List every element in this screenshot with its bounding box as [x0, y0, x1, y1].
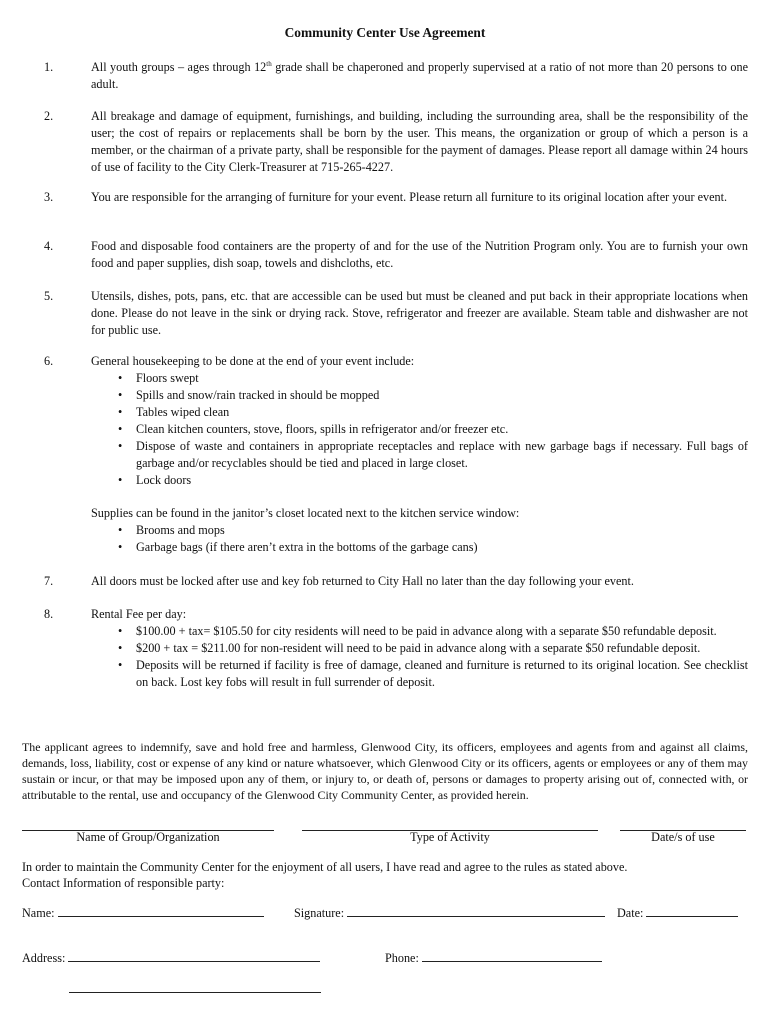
- phone-field: [385, 949, 602, 967]
- housekeeping-intro: General housekeeping to be done at the end of your event include:: [91, 354, 415, 368]
- item-number: 8.: [44, 607, 54, 621]
- activity-type-label: Type of Activity: [410, 830, 490, 844]
- item-text: All youth groups – ages through 12th grade shall be chaperoned and properly supervised at a ratio of not more than 20 persons to one adult.: [91, 59, 748, 91]
- list-item: • Tables wiped clean: [136, 404, 748, 421]
- item-text: Utensils, dishes, pots, pans, etc. that are accessible can be used but must be cleaned and put back in their appropriate locations when done. Please do not leave in the sink or drying rack. Stove, refrigerator and freezer are available. Steam table and dishwasher are not for public use.: [91, 289, 748, 337]
- rule-item-1: [44, 59, 748, 93]
- rule-item-5: [44, 288, 748, 339]
- item-number: 5.: [44, 289, 54, 303]
- item-text: You are responsible for the arranging of furniture for your event. Please return all furniture to its original location after your event.: [91, 190, 728, 204]
- name-label: Name:: [22, 906, 55, 920]
- group-name-label: Name of Group/Organization: [76, 830, 220, 844]
- rule-item-2: [44, 108, 748, 176]
- signature-input-line[interactable]: [347, 904, 605, 917]
- phone-label: Phone:: [385, 951, 419, 965]
- date-field: [617, 904, 738, 922]
- item-text: All breakage and damage of equipment, furnishings, and building, including the surrounding area, shall be the responsibility of the user; the cost of repairs or replacements shall be born by the user. This means, the organization or group of which a person is a member, or the chairman of a private party, shall be responsible for the payment of damages. Please report all damage within 24 hours of use of facility to the City Clerk-Treasurer at 715-265-4227.: [91, 109, 748, 174]
- item-text: [91, 606, 748, 691]
- item-number: 1.: [44, 60, 54, 74]
- document-title: Community Center Use Agreement: [284, 25, 486, 40]
- supplies-intro: Supplies can be found in the janitor’s closet located next to the kitchen service window:: [91, 506, 520, 520]
- list-item: • Garbage bags (if there aren’t extra in the bottoms of the garbage cans): [136, 539, 748, 556]
- ordinal-superscript: th: [266, 59, 272, 68]
- date-input-line[interactable]: [646, 904, 738, 917]
- rule-item-3: [44, 189, 748, 206]
- signature-label: Signature:: [294, 906, 345, 920]
- item-number: 7.: [44, 574, 54, 588]
- item-number: 2.: [44, 109, 54, 123]
- housekeeping-list: [91, 370, 748, 489]
- list-item: • Spills and snow/rain tracked in should be mopped: [136, 387, 748, 404]
- signature-field: [294, 904, 605, 922]
- item-text: [91, 353, 748, 556]
- address-second-line[interactable]: [69, 980, 321, 993]
- list-item: • Brooms and mops: [136, 522, 748, 539]
- list-item: • Clean kitchen counters, stove, floors, spills in refrigerator and/or freezer etc.: [136, 421, 748, 438]
- contact-info-heading: Contact Information of responsible party:: [22, 876, 225, 890]
- list-item: • $200 + tax = $211.00 for non-resident will need to be paid in advance along with a separate $50 refundable deposit.: [136, 640, 748, 657]
- rental-fee-intro: Rental Fee per day:: [91, 607, 187, 621]
- supplies-list: [91, 522, 748, 556]
- address-field: [22, 949, 320, 967]
- item-text: All doors must be locked after use and key fob returned to City Hall no later than the day following your event.: [91, 574, 634, 588]
- list-item: • Floors swept: [136, 370, 748, 387]
- item-number: 6.: [44, 354, 54, 368]
- name-field: [22, 904, 264, 922]
- phone-input-line[interactable]: [422, 949, 602, 962]
- list-item: • $100.00 + tax= $105.50 for city residents will need to be paid in advance along with a separate $50 refundable deposit.: [136, 623, 748, 640]
- address-label: Address:: [22, 951, 66, 965]
- rule-item-6: [44, 353, 748, 556]
- list-item: • Lock doors: [136, 472, 748, 489]
- indemnification-paragraph: The applicant agrees to indemnify, save and hold free and harmless, Glenwood City, its officers, employees and agents from and against all claims, demands, loss, liability, cost or expense of any kind or nature whatsoever, which Glenwood City or its officers, agents or employees or any of them may sustain or incur, or that may be imposed upon any of them, or injury to, or death of, persons or damages to property arising out of, connected with, or attributable to the rental, use and occupancy of the Glenwood City Community Center, as provided herein.: [22, 740, 748, 802]
- list-item: • Dispose of waste and containers in appropriate receptacles and replace with new garbage bags if necessary. Full bags of garbage and/or recyclables should be tied and placed in large closet.: [136, 438, 748, 472]
- name-input-line[interactable]: [58, 904, 264, 917]
- address-input-line[interactable]: [68, 949, 320, 962]
- rule-item-7: [44, 573, 748, 590]
- list-item: • Deposits will be returned if facility is free of damage, cleaned and furniture is returned to its original location. See checklist on back. Lost key fobs will result in full surrender of deposit.: [136, 657, 748, 691]
- item-text: Food and disposable food containers are the property of and for the use of the Nutrition Program only. You are to furnish your own food and paper supplies, dish soap, towels and dishcloths, etc.: [91, 239, 748, 270]
- rule-item-4: [44, 238, 748, 272]
- rental-fee-list: [91, 623, 748, 691]
- rule-item-8: [44, 606, 748, 691]
- item-number: 3.: [44, 190, 54, 204]
- item-number: 4.: [44, 239, 54, 253]
- date-label: Date:: [617, 906, 644, 920]
- agreement-statement: In order to maintain the Community Center for the enjoyment of all users, I have read and agree to the rules as stated above.: [22, 860, 628, 874]
- dates-of-use-label: Date/s of use: [651, 830, 715, 844]
